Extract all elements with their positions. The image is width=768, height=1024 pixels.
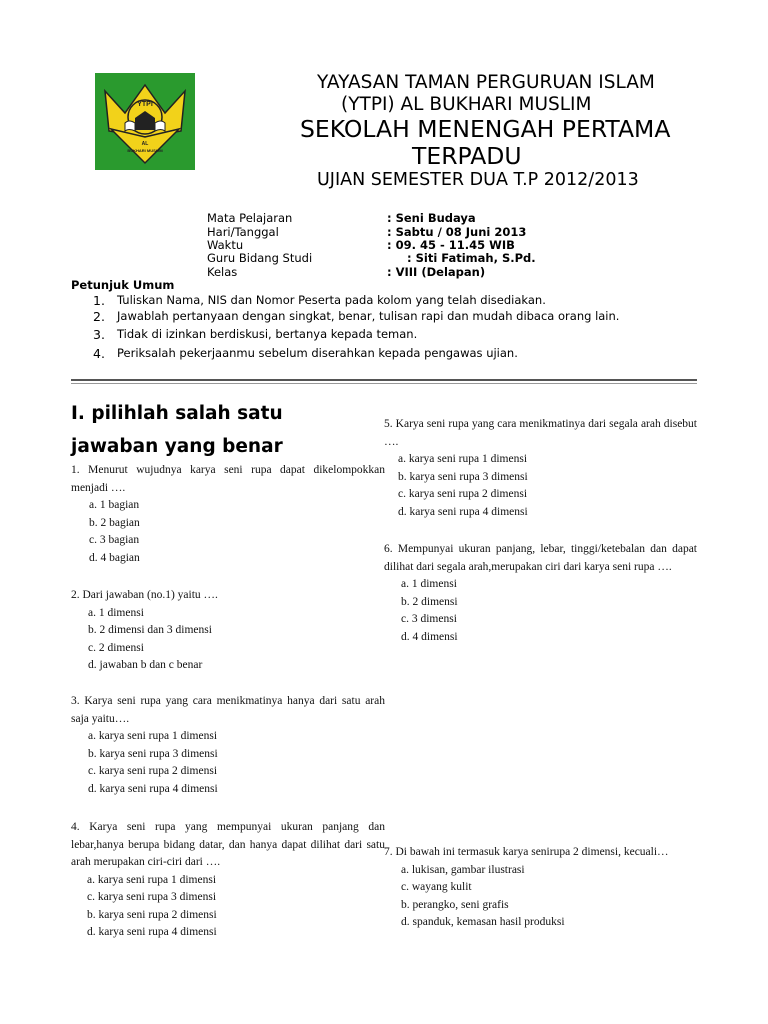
- info-value: : Sabtu / 08 Juni 2013: [387, 225, 527, 239]
- question-4: [71, 819, 385, 942]
- question-stem: 7. Di bawah ini termasuk karya senirupa 2 dimensi, kecuali…: [384, 846, 669, 858]
- answer-option: b. 2 dimensi dan 3 dimensi: [88, 624, 212, 636]
- instruction-number: 1.: [93, 293, 105, 308]
- section-divider: [71, 379, 697, 381]
- answer-option: c. 3 dimensi: [401, 613, 457, 625]
- logo-text-al: AL: [141, 141, 149, 147]
- logo-text-top: YTPI: [137, 101, 153, 108]
- answer-option: c. karya seni rupa 2 dimensi: [88, 765, 218, 777]
- question-stem: 6. Mempunyai ukuran panjang, lebar, tinggi/ketebalan dan dapat dilihat dari segala arah,merupakan ciri dari karya seni rupa ….: [384, 543, 697, 573]
- info-label: Guru Bidang Studi: [207, 251, 313, 265]
- answer-option: a. lukisan, gambar ilustrasi: [401, 863, 525, 876]
- info-label: Waktu: [207, 238, 244, 252]
- question-stem: 3. Karya seni rupa yang cara menikmatinya hanya dari satu arah saja yaitu….: [71, 695, 385, 725]
- answer-option: d. karya seni rupa 4 dimensi: [87, 926, 217, 938]
- answer-option: b. 2 dimensi: [401, 595, 458, 608]
- answer-option: d. spanduk, kemasan hasil produksi: [401, 916, 565, 928]
- instruction-number: 3.: [93, 327, 105, 342]
- instruction-text: Tuliskan Nama, NIS dan Nomor Peserta pada kolom yang telah disediakan.: [117, 293, 546, 307]
- answer-option: a. karya seni rupa 1 dimensi: [88, 730, 218, 742]
- answer-option: c. karya seni rupa 2 dimensi: [398, 488, 528, 500]
- question-7: [384, 844, 697, 932]
- answer-option: a. karya seni rupa 1 dimensi: [398, 453, 528, 465]
- foundation-subname: (YTPI) AL BUKHARI MUSLIM: [341, 94, 592, 115]
- school-name-2: TERPADU: [412, 142, 522, 170]
- info-label: Mata Pelajaran: [207, 211, 293, 225]
- answer-option: c. karya seni rupa 3 dimensi: [87, 891, 217, 903]
- instructions-title: Petunjuk Umum: [71, 278, 175, 292]
- question-stem: 5. Karya seni rupa yang cara menikmatinya dari segala arah disebut ….: [384, 418, 697, 448]
- question-1: [71, 462, 385, 567]
- answer-option: b. karya seni rupa 2 dimensi: [87, 908, 217, 921]
- answer-option: d. 4 dimensi: [401, 630, 458, 643]
- answer-option: d. 4 bagian: [89, 551, 140, 564]
- info-value: : Seni Budaya: [387, 211, 476, 225]
- answer-option: a. 1 dimensi: [401, 578, 457, 590]
- answer-option: a. 1 dimensi: [88, 606, 144, 619]
- school-logo: [95, 73, 195, 170]
- info-label: Kelas: [207, 265, 238, 279]
- info-value: : 09. 45 - 11.45 WIB: [387, 238, 515, 252]
- section-divider-thin: [71, 383, 697, 384]
- question-6: [384, 541, 697, 646]
- question-stem: 4. Karya seni rupa yang mempunyai ukuran panjang dan lebar,hanya berupa bidang datar, dan hanya dapat dilihat dari satu arah merupakan ciri-ciri dari ….: [71, 821, 385, 868]
- answer-option: c. wayang kulit: [401, 881, 472, 893]
- question-5: [384, 416, 697, 521]
- answer-option: a. karya seni rupa 1 dimensi: [87, 873, 217, 886]
- answer-option: d. jawaban b dan c benar: [88, 659, 203, 671]
- answer-option: b. perangko, seni grafis: [401, 898, 509, 911]
- info-label: Hari/Tanggal: [207, 225, 279, 239]
- instruction-text: Periksalah pekerjaanmu sebelum diserahkan kepada pengawas ujian.: [117, 346, 518, 360]
- section-title: I. pilihlah salah satu jawaban yang benar: [71, 403, 283, 457]
- school-name: SEKOLAH MENENGAH PERTAMA: [300, 115, 671, 143]
- answer-option: d. karya seni rupa 4 dimensi: [88, 782, 218, 795]
- question-stem: 2. Dari jawaban (no.1) yaitu ….: [71, 589, 218, 601]
- info-value: : Siti Fatimah, S.Pd.: [407, 251, 536, 265]
- instruction-number: 2.: [93, 309, 105, 324]
- info-value: : VIII (Delapan): [387, 265, 486, 279]
- answer-option: b. 2 bagian: [89, 516, 140, 529]
- answer-option: c. 2 dimensi: [88, 641, 144, 654]
- answer-option: b. karya seni rupa 3 dimensi: [88, 747, 218, 760]
- exam-title: UJIAN SEMESTER DUA T.P 2012/2013: [317, 170, 639, 190]
- answer-option: b. karya seni rupa 3 dimensi: [398, 470, 528, 483]
- question-3: [71, 693, 385, 798]
- question-stem: 1. Menurut wujudnya karya seni rupa dapat dikelompokkan menjadi ….: [71, 464, 385, 494]
- answer-option: c. 3 bagian: [89, 534, 140, 546]
- instruction-text: Tidak di izinkan berdiskusi, bertanya kepada teman.: [117, 327, 418, 341]
- instruction-text: Jawablah pertanyaan dengan singkat, benar, tulisan rapi dan mudah dibaca orang lain.: [117, 309, 620, 323]
- question-2: [71, 587, 385, 675]
- answer-option: d. karya seni rupa 4 dimensi: [398, 505, 528, 518]
- foundation-name: YAYASAN TAMAN PERGURUAN ISLAM: [317, 72, 655, 93]
- answer-option: a. 1 bagian: [89, 499, 140, 511]
- logo-text-name: BUKHARI MUSLIM: [127, 148, 163, 153]
- instruction-number: 4.: [93, 346, 105, 361]
